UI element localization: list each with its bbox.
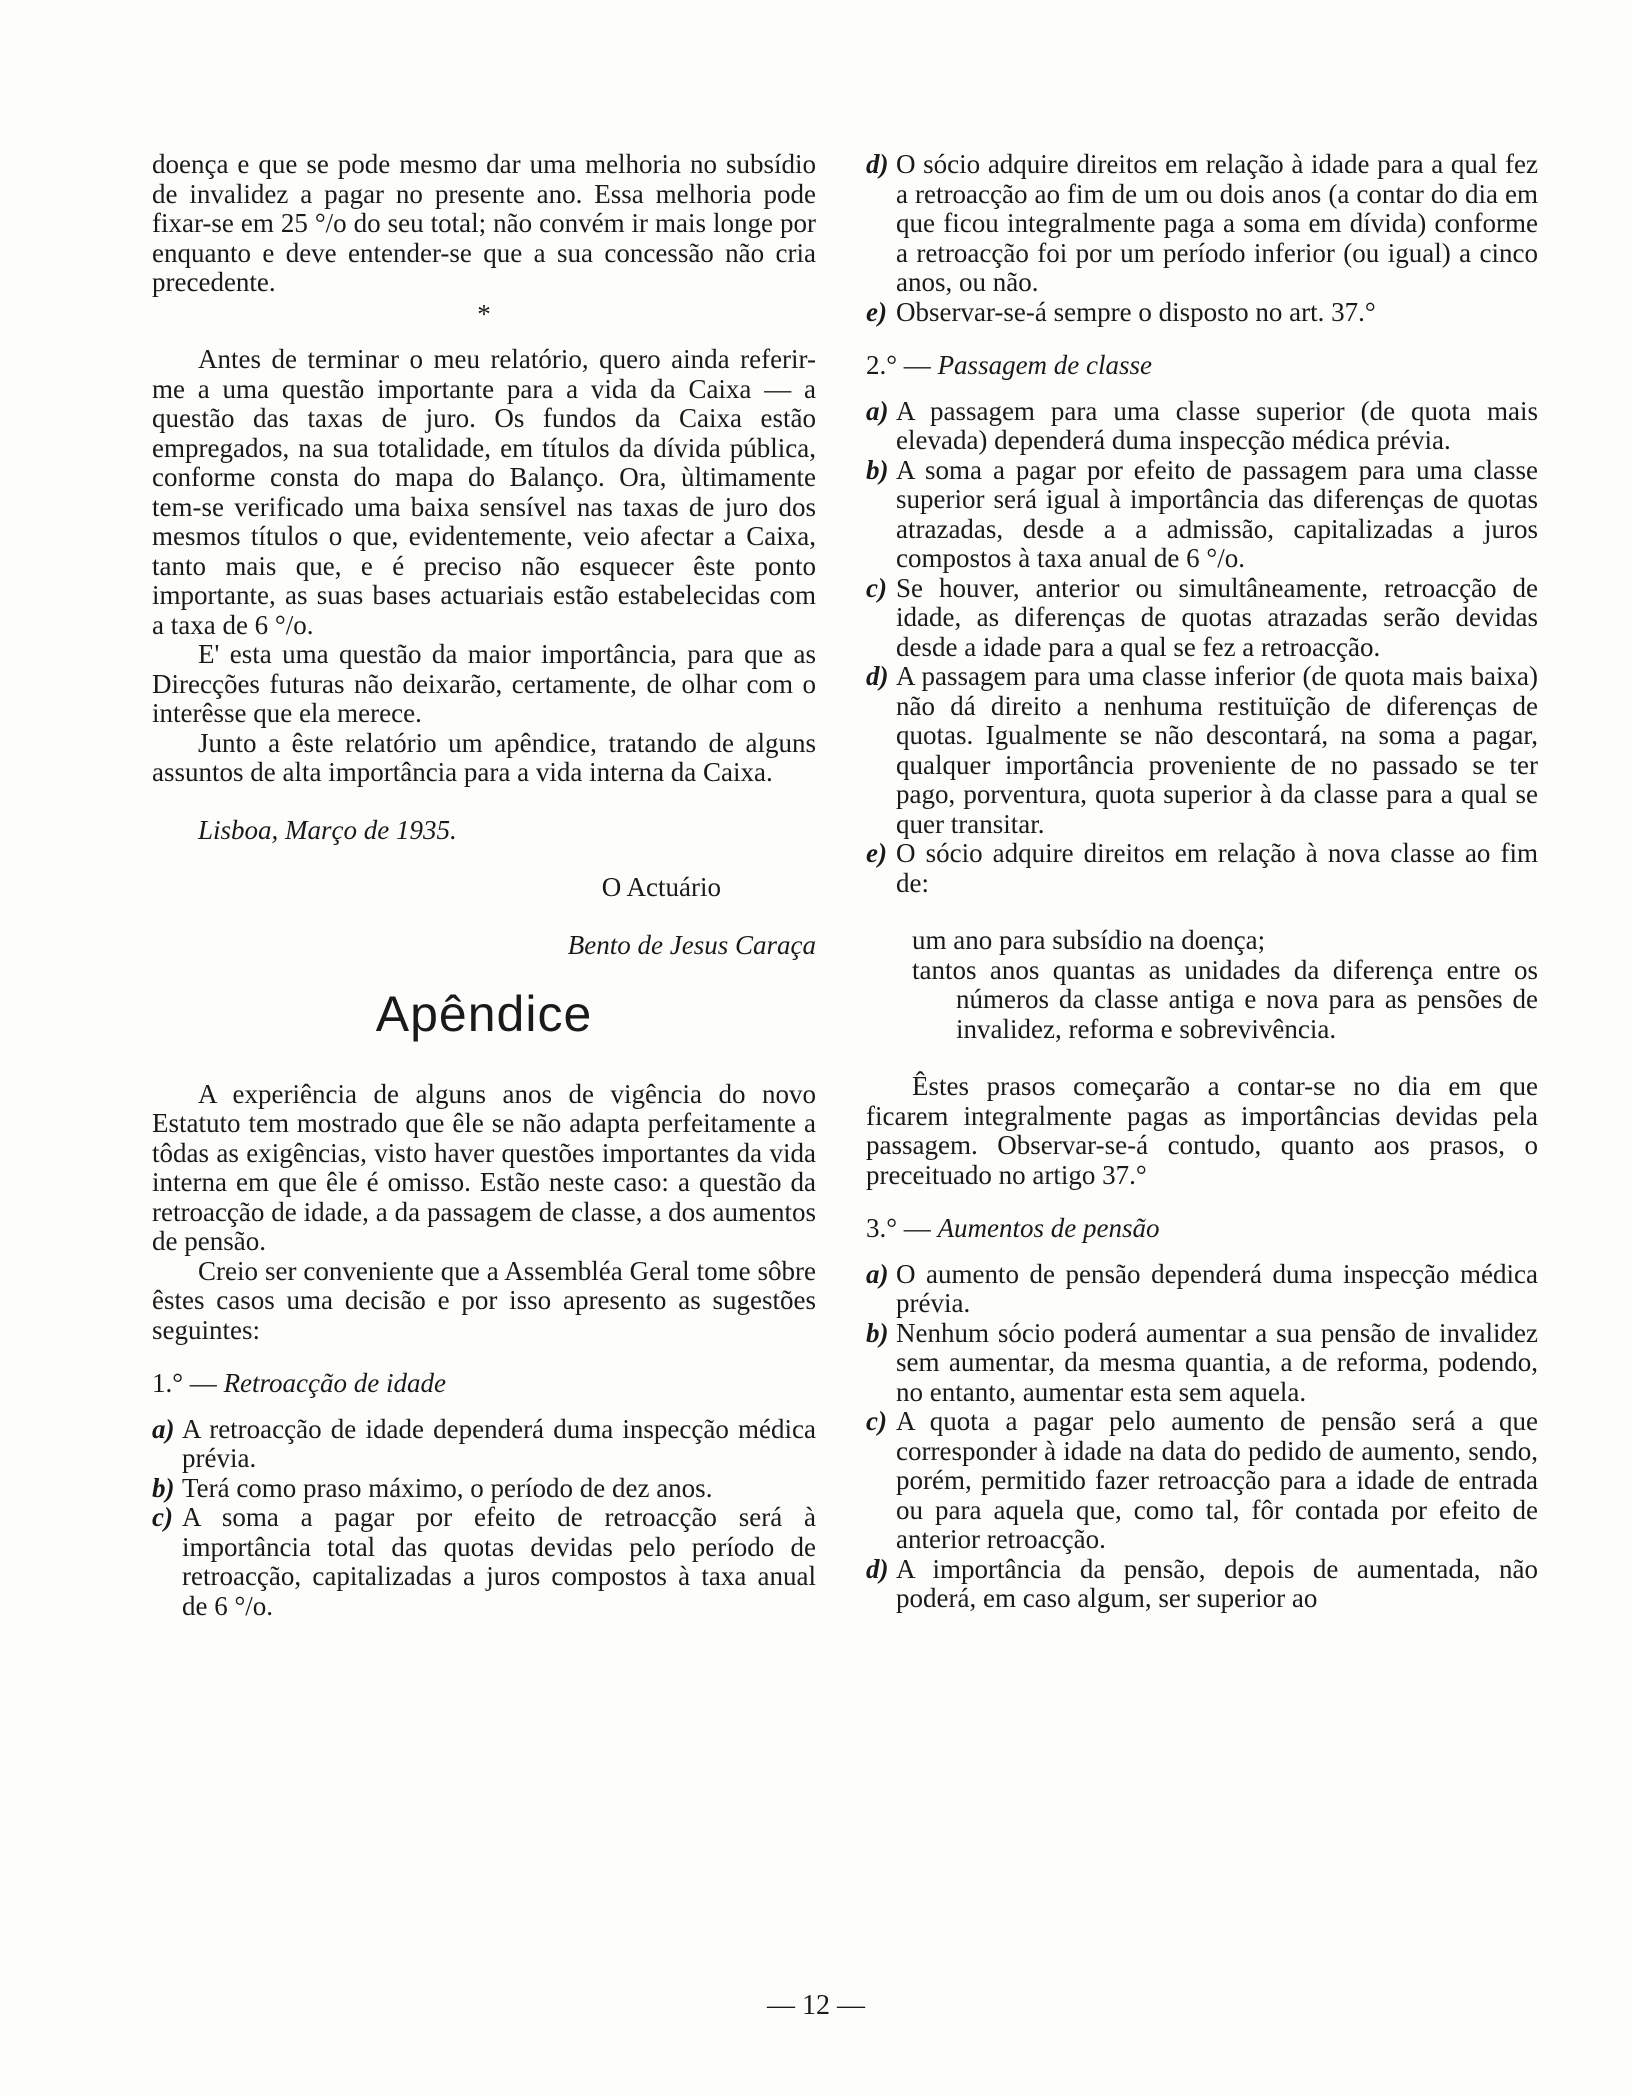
item-label: d): [866, 1553, 889, 1584]
item-label: e): [866, 296, 887, 327]
list-item: [866, 1555, 1538, 1614]
list-item: [866, 839, 1538, 898]
paragraph-importancia: E' esta uma questão da maior importância, para que as Direcções futuras não deixarão, certamente, de olhar com o interêsse que ela merece.: [152, 639, 816, 728]
paragraph-taxas-juro: Antes de terminar o meu relatório, quero ainda referir-me a uma questão importante para a vida da Caixa — a questão das taxas de juro. Os fundos da Caixa estão empregados, na sua totalidade, em títulos da dívida pública, conforme consta do mapa do Balanço. Ora, ùltimamente tem-se verificado uma baixa sensível nas taxas de juro dos mesmos títulos o que, evidentemente, veio afectar a Caixa, tanto mais que, e é preciso não esquecer êste ponto importante, as suas bases actuariais estão estabelecidas com a taxa de 6 °/o.: [152, 344, 816, 640]
list-item: [866, 1260, 1538, 1319]
item-text: Nenhum sócio poderá aumentar a sua pensão de invalidez sem aumentar, da mesma quantia, a de reforma, podendo, no entanto, aumentar esta sem aquela.: [896, 1317, 1538, 1407]
item-label: a): [866, 395, 889, 426]
list-item: [866, 1319, 1538, 1408]
paragraph-experiencia: A experiência de alguns anos de vigência do novo Estatuto tem mostrado que êle se não adapta perfeitamente a tôdas as exigências, visto haver questões importantes da vida interna em que êle é omisso. Estão neste caso: a questão da retroacção de idade, a da passagem de classe, a dos aumentos de pensão.: [152, 1078, 816, 1256]
list-item: [866, 456, 1538, 574]
item-text: Observar-se-á sempre o disposto no art. 37.°: [896, 296, 1376, 327]
item-label: a): [866, 1258, 889, 1289]
list-item: [866, 397, 1538, 456]
item-label: b): [866, 454, 889, 485]
left-column: [152, 150, 816, 1621]
item-label: a): [152, 1413, 175, 1444]
item-text: Terá como praso máximo, o período de dez anos.: [182, 1472, 713, 1503]
section-number: 3.° —: [866, 1213, 931, 1243]
item-label: b): [866, 1317, 889, 1348]
item-text: A retroacção de idade dependerá duma inspecção médica prévia.: [182, 1413, 816, 1473]
item-label: b): [152, 1472, 175, 1503]
signature-role: O Actuário: [601, 872, 721, 902]
item-text: O aumento de pensão dependerá duma inspecção médica prévia.: [896, 1258, 1538, 1318]
item-text: A importância da pensão, depois de aumentada, não poderá, em caso algum, ser superior ao: [896, 1553, 1538, 1613]
section-number: 2.° —: [866, 350, 931, 380]
section-title: Passagem de classe: [937, 350, 1153, 380]
sub-item-doenca: um ano para subsídio na doença;: [912, 925, 1266, 955]
list-item: [866, 662, 1538, 839]
item-label: d): [866, 149, 889, 179]
item-label: c): [152, 1502, 173, 1532]
sub-item-pensoes: tantos anos quantas as unidades da diferença entre os números da classe antiga e nova para as pensões de invalidez, reforma e sobrevivência.: [912, 954, 1538, 1044]
section-heading-retroaccao: [152, 1369, 816, 1399]
item-label: c): [866, 1406, 887, 1436]
paragraph-subsidio: doença e que se pode mesmo dar uma melhoria no subsídio de invalidez a pagar no presente ano. Essa melhoria pode fixar-se em 25 °/o do seu total; não convém ir mais longe por enquanto e deve entender-se que a sua concessão não cria precedente.: [152, 149, 816, 297]
signature-name: Bento de Jesus Caraça: [567, 929, 816, 960]
item-text: A passagem para uma classe inferior (de quota mais baixa) não dá direito a nenhuma restituïção de diferenças de quotas. Igualmente se não descontará, na soma a pagar, qualquer importância proveniente de no passado se ter pago, porventura, quota superior à da classe para a qual se quer transitar.: [896, 661, 1538, 839]
list-item: [866, 574, 1538, 663]
item-text: O sócio adquire direitos em relação à idade para a qual fez a retroacção ao fim de um ou dois anos (a contar do dia em que ficou integralmente paga a soma em dívida) conforme a retroacção foi por um período inferior (ou igual) a cinco anos, ou não.: [896, 149, 1538, 297]
sub-list: [866, 926, 1538, 1044]
list-item: [152, 1415, 816, 1474]
section-number: 1.° —: [152, 1368, 217, 1398]
item-label: d): [866, 661, 889, 691]
list-item: [152, 1474, 816, 1504]
right-column: [866, 150, 1538, 1614]
list-item: [866, 150, 1538, 298]
signature-place-date: Lisboa, Março de 1935.: [198, 814, 457, 845]
section-heading-passagem: [866, 351, 1538, 381]
paragraph-prasos: Êstes prasos começarão a contar-se no dia em que ficarem integralmente pagas as importâncias devidas pela passagem. Observar-se-á contudo, quanto aos prasos, o preceituado no artigo 37.°: [866, 1071, 1538, 1190]
paragraph-apendice-intro: Junto a êste relatório um apêndice, tratando de alguns assuntos de alta importância para a vida interna da Caixa.: [152, 727, 816, 787]
item-text: A passagem para uma classe superior (de quota mais elevada) dependerá duma inspecção médica prévia.: [896, 395, 1538, 455]
item-label: c): [866, 572, 887, 603]
section-heading-aumentos: [866, 1214, 1538, 1244]
item-text: Se houver, anterior ou simultâneamente, retroacção de idade, as diferenças de quotas atrazadas serão devidas desde a idade para a qual se fez a retroacção.: [896, 572, 1538, 662]
list-item: [152, 1503, 816, 1621]
item-text: A soma a pagar por efeito de retroacção será à importância total das quotas devidas pelo período de retroacção, capitalizadas a juros compostos à taxa anual de 6 °/o.: [182, 1502, 816, 1621]
item-label: e): [866, 838, 887, 868]
item-text: A soma a pagar por efeito de passagem para uma classe superior será igual à importância das diferenças de quotas atrazadas, desde a a admissão, capitalizadas a juros compostos à taxa anual de 6 °/o.: [896, 454, 1538, 573]
list-item: [866, 1407, 1538, 1555]
section-title: Aumentos de pensão: [937, 1213, 1160, 1243]
paragraph-sugestoes: Creio ser conveniente que a Assembléa Geral tome sôbre êstes casos uma decisão e por isso apresento as sugestões seguintes:: [152, 1255, 816, 1345]
appendix-heading: Apêndice: [375, 986, 593, 1042]
page-number: — 12 —: [767, 1990, 865, 2021]
section-title: Retroacção de idade: [223, 1368, 446, 1398]
section-separator-asterisk: *: [477, 298, 491, 329]
item-text: O sócio adquire direitos em relação à nova classe ao fim de:: [896, 838, 1538, 898]
list-item: [866, 298, 1538, 328]
item-text: A quota a pagar pelo aumento de pensão será a que corresponder à idade na data do pedido de aumento, sendo, porém, permitido fazer retroacção para a idade de entrada ou para aquela que, como tal, fôr contada por efeito de anterior retroacção.: [896, 1406, 1538, 1554]
